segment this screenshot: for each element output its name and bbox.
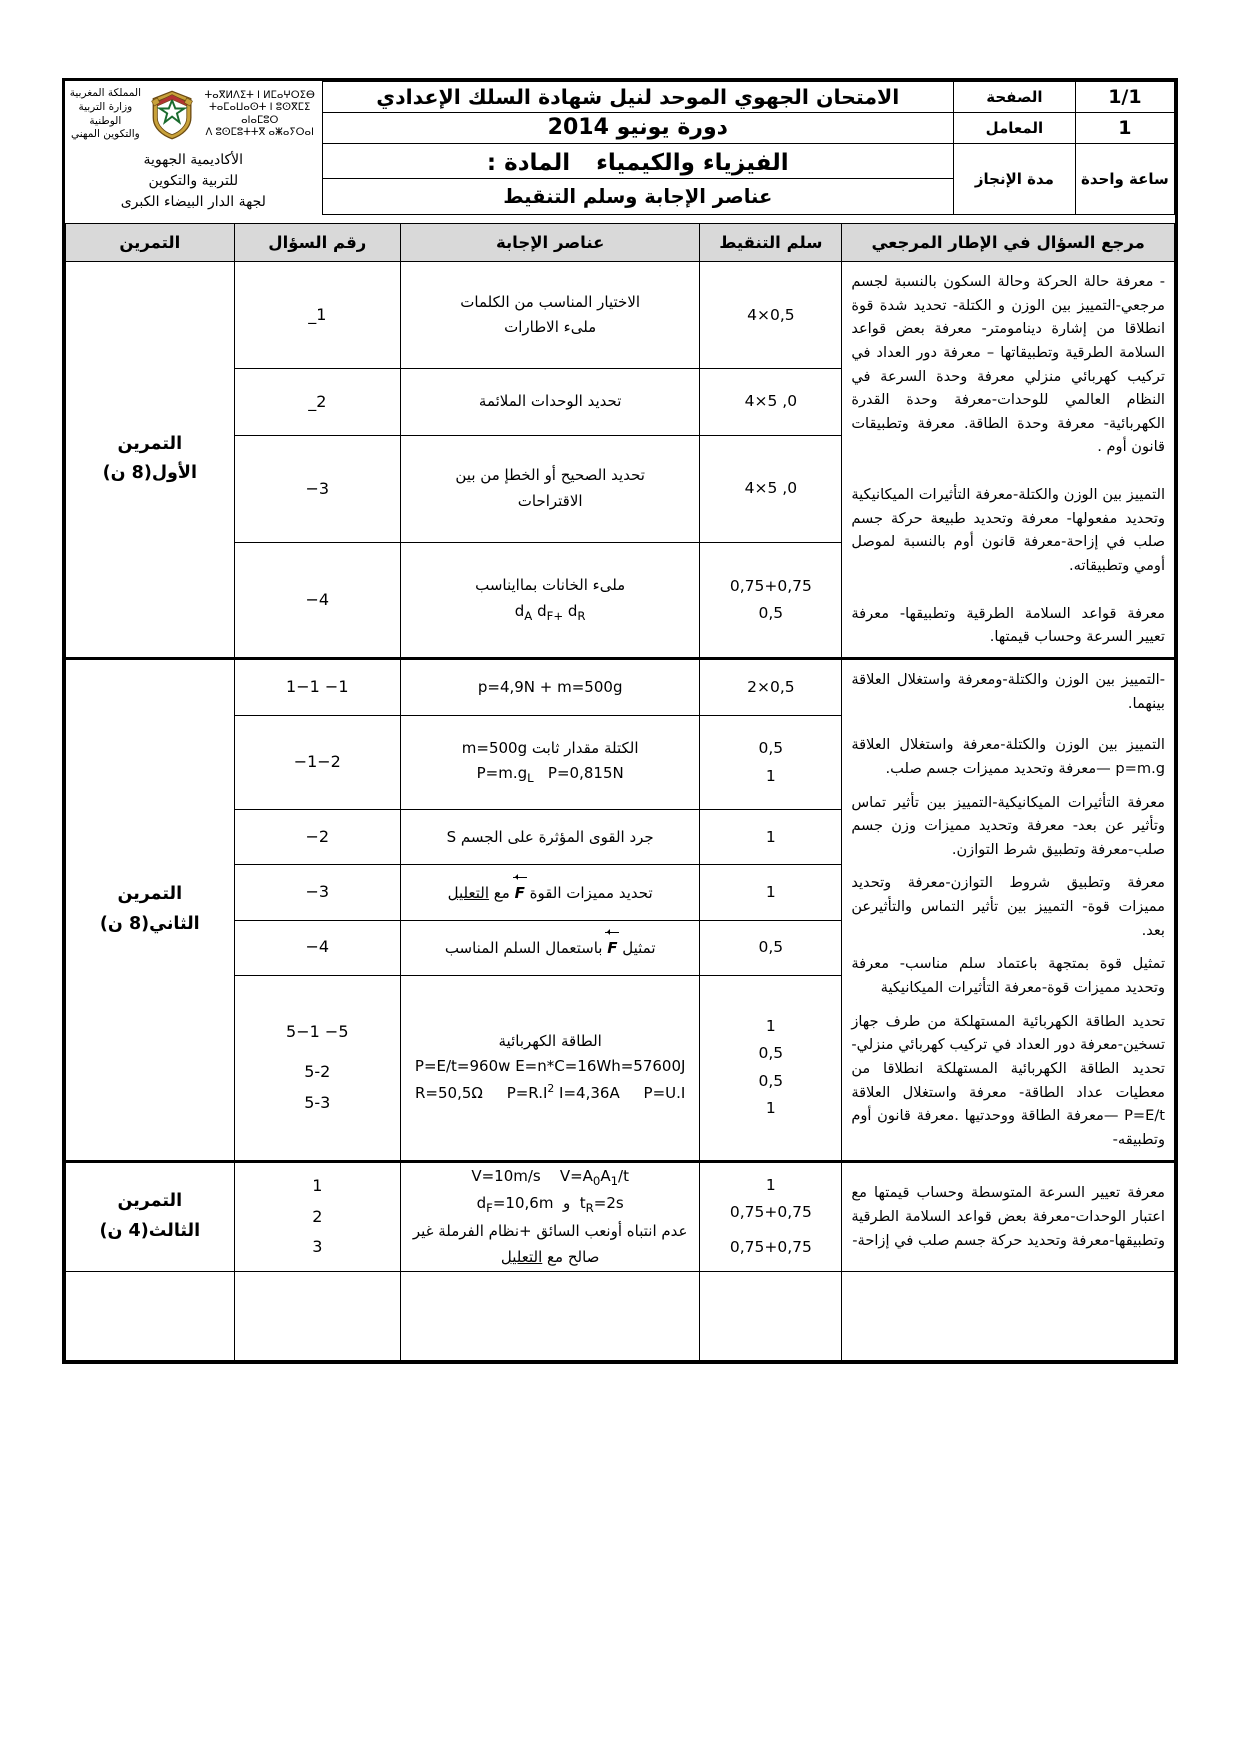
document-type: عناصر الإجابة وسلم التنقيط [503,185,773,209]
subject-value: الفيزياء والكيمياء [596,150,789,177]
scale-cell: 1 0,75+0,75 0,75+0,75 [700,1161,842,1272]
exam-title: الامتحان الجهوي الموحد لنيل شهادة السلك الإعدادي [322,82,953,113]
table-row [66,658,1175,715]
academy-text: الأكاديمية الجهوية للتربية والتكوين لجهة الدار البيضاء الكبرى [120,151,266,210]
answer-cell: ملىء الخانات بماايناسب $d_{F+}$ $d_R$ $d_A$ [400,543,699,659]
scale-cell: 0,5×4 [700,262,842,369]
col-header-reference: مرجع السؤال في الإطار المرجعي [842,224,1175,262]
table-row-empty [66,1272,1175,1361]
scale-cell: 1 [700,865,842,920]
question-no-cell: 4− [234,920,400,975]
question-no-cell: 3− [234,865,400,920]
reference-cell-ex2: -التمييز بين الوزن والكتلة-ومعرفة واستغلال العلاقة بينهما. التمييز بين الوزن والكتلة-معرفة واستغلال العلاقة p=m.g —معرفة وتحديد مميزات جسم صلب. معرفة التأثيرات الميكانيكية-التمييز بين تأثير تماس وتأثير عن بعد- معرفة وتحديد مميزات وزن جسم صلب-معرفة وتطبيق شرط التوازن. معرفة وتطبيق شروط التوازن-معرفة وتحديد مميزات قوة- التمييز بين تأثير التماس والتأثيرعن بعد. تمثيل قوة بمتجهة باعتماد سلم مناسب- معرفة وتحديد مميزات قوة-معرفة التأثيرات الميكانيكية تحديد الطاقة الكهربائية المستهلكة من طرف جهاز تسخين-معرفة دور العداد في تركيب كهربائي منزلي-تحديد الطاقة الكهربائية المستهلكة انطلاقا من معطيات عداد الطاقة- معرفة واستغلال العلاقة P=E/t —معرفة الطاقة ووحدتيها .معرفة قانون أوم وتطبيقه- [842,658,1175,1161]
scale-cell: 0, 5×4 [700,435,842,542]
question-no-cell: 2_ [234,369,400,435]
reference-cell-ex3: معرفة تعيير السرعة المتوسطة وحساب قيمتها مع اعتبار الوحدات-معرفة بعض قواعد السلامة الطرقية وتطبيقها-معرفة وتحديد حركة جسم صلب في إزاحة- [842,1161,1175,1272]
answer-cell: p=4,9N + m=500g [400,658,699,715]
table-row [66,1161,1175,1272]
duration-value: ساعة واحدة [1075,144,1174,215]
empty-cell [700,1272,842,1361]
answer-key-table [65,223,1175,1361]
question-no-cell: 5− 5−1 5-2 5-3 [234,975,400,1161]
empty-cell [842,1272,1175,1361]
empty-cell [66,1272,235,1361]
empty-cell [234,1272,400,1361]
scale-cell: 0, 5×4 [700,369,842,435]
answer-cell: الاختيار المناسب من الكلمات ملىء الاطارات [400,262,699,369]
page-number-value: 1/1 [1075,82,1174,113]
col-header-exercise: التمرين [66,224,235,262]
ministry-logo-block [65,82,322,215]
empty-cell [400,1272,699,1361]
reference-cell-ex1: - معرفة حالة الحركة وحالة السكون بالنسبة لجسم مرجعي-التمييز بين الوزن و الكتلة- تحديد شدة قوة انطلاقا من إشارة دينامومتر- معرفة بعض قواعد السلامة الطرقية وتطبيقاتها – معرفة دور العداد في تركيب كهربائي منزلي معرفة وحدة السرعة في النظام العالمي للوحدات-معرفة وحدة القدرة الكهربائية- معرفة وحدة الطاقة. معرفة وتطبيقات قانون أوم . التمييز بين الوزن والكتلة-معرفة التأثيرات الميكانيكية وتحديد مفعولها- معرفة وتحديد طبيعة حركة جسم صلب في إزاحة-معرفة قانون أوم بالنسبة لموصل أومي وتطبيقاته. معرفة قواعد السلامة الطرقية وتطبيقها- معرفة تعيير السرعة وحساب قيمتها. [842,262,1175,659]
morocco-crest-icon [150,84,194,146]
answer-cell: تحديد الوحدات الملائمة [400,369,699,435]
question-no-cell: 2− [234,810,400,865]
scale-cell: 1 0,5 0,5 1 [700,975,842,1161]
subject-label: المادة : [486,150,571,177]
duration-label: مدة الإنجاز [954,144,1076,215]
ministry-text: المملكة المغربية وزارة التربية الوطنية والتكوين المهني [69,87,141,141]
question-no-cell: 1 2 3 [234,1161,400,1272]
exercise-title-cell-1: التمرين الأول(8 ن) [66,262,235,659]
coefficient-value: 1 [1075,112,1174,144]
col-header-answer: عناصر الإجابة [400,224,699,262]
col-header-question-no: رقم السؤال [234,224,400,262]
answer-cell: V=10m/s $V=A_0A_1/t$ $d_F=10,6m$ و $t_R=2s$ عدم انتباه أونعب السائق +نظام الفرملة غير صالح مع التعليل [400,1161,699,1272]
question-no-cell: 1− 1−1 [234,658,400,715]
exam-session: دورة يونيو 2014 [322,112,953,144]
answer-cell: الطاقة الكهربائية E=n*C=16Wh=57600J P=E/t=960w I=4,36A P=U.I R=50,5Ω $P=R.I^2$ [400,975,699,1161]
coefficient-label: المعامل [954,112,1076,144]
answer-cell: جرد القوى المؤثرة على الجسم S [400,810,699,865]
question-no-cell: 4− [234,543,400,659]
scale-cell: 0,5 [700,920,842,975]
question-no-cell: 1_ [234,262,400,369]
document-header [65,81,1175,215]
question-no-cell: 1−2− [234,715,400,810]
scale-cell: 1 [700,810,842,865]
answer-cell: تحديد مميزات القوة F مع التعليل [400,865,699,920]
answer-cell: الكتلة مقدار ثابت m=500g $P=m.g_L$ P=0,815N [400,715,699,810]
scale-cell: 0,75+0,75 0,5 [700,543,842,659]
question-no-cell: 3− [234,435,400,542]
scale-cell: 0,5×2 [700,658,842,715]
answer-cell: تمثيل F باستعمال السلم المناسب [400,920,699,975]
exercise-title-cell-2: التمرين الثاني(8 ن) [66,658,235,1161]
page-label: الصفحة [954,82,1076,113]
answer-cell: تحديد الصحيح أو الخطإ من بين الاقتراحات [400,435,699,542]
table-header-row [66,224,1175,262]
amazigh-text: ⵜⴰⴳⵍⴷⵉⵜ ⵏ ⵍⵎⴰⵖⵔⵉⴱ ⵜⴰⵎⴰⵡⴰⵙⵜ ⵏ ⵓⵙⴳⵎⵉ ⴰⵏⴰⵎⵓⵔ ⴷ ⵓⵙⵎⵓⵜⵜⴳ ⴰⵥⴰⵢⵔⴰⵏ [204,89,315,138]
table-row [66,262,1175,369]
col-header-scale: سلم التنقيط [700,224,842,262]
document-frame [62,78,1178,1364]
exercise-title-cell-3: التمرين الثالث(4 ن) [66,1161,235,1272]
scale-cell: 0,5 1 [700,715,842,810]
